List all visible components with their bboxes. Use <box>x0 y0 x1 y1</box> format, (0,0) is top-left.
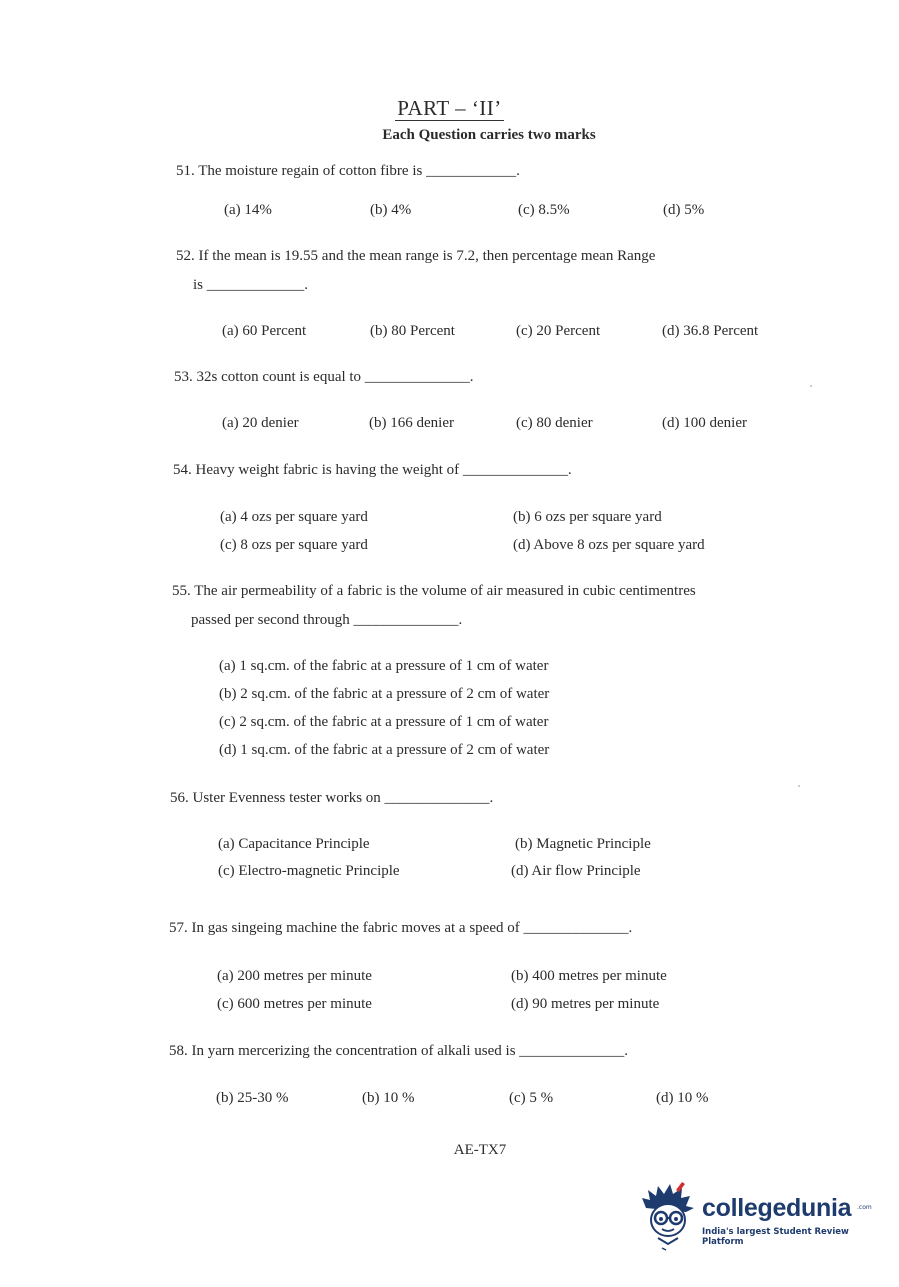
q58-option-c: (c) 5 % <box>509 1090 554 1106</box>
q56-option-b: (b) Magnetic Principle <box>515 836 651 852</box>
q57-option-a: (a) 200 metres per minute <box>217 968 372 984</box>
q53-option-c: (c) 80 denier <box>516 415 593 431</box>
q57-option-c: (c) 600 metres per minute <box>217 996 372 1012</box>
marks-subtitle: Each Question carries two marks <box>382 127 596 143</box>
q54-option-d: (d) Above 8 ozs per square yard <box>513 537 705 553</box>
logo-suffix: .com <box>857 1204 872 1211</box>
question-54: 54. Heavy weight fabric is having the weight of ______________. <box>173 462 572 478</box>
q52-option-c: (c) 20 Percent <box>516 323 601 339</box>
q57-option-b: (b) 400 metres per minute <box>511 968 667 984</box>
question-57: 57. In gas singeing machine the fabric moves at a speed of ______________. <box>169 920 633 936</box>
part-title: PART – ‘II’ <box>397 96 502 120</box>
q51-option-c: (c) 8.5% <box>518 202 570 218</box>
q55-option-c: (c) 2 sq.cm. of the fabric at a pressure of 1 cm of water <box>219 714 549 730</box>
question-51: 51. The moisture regain of cotton fibre is ____________. <box>176 163 520 179</box>
scan-speck <box>798 785 800 787</box>
question-55: 55. The air permeability of a fabric is the volume of air measured in cubic centimentres <box>172 583 696 599</box>
q53-option-d: (d) 100 denier <box>662 415 747 431</box>
question-52-cont: is _____________. <box>193 277 309 293</box>
mascot-icon <box>640 1178 700 1258</box>
q58-option-d: (d) 10 % <box>656 1090 709 1106</box>
q53-option-b: (b) 166 denier <box>369 415 454 431</box>
q51-option-b: (b) 4% <box>370 202 412 218</box>
question-53: 53. 32s cotton count is equal to ______________. <box>174 369 474 385</box>
q57-option-d: (d) 90 metres per minute <box>511 996 660 1012</box>
q52-option-d: (d) 36.8 Percent <box>662 323 759 339</box>
collegedunia-logo <box>640 1178 880 1258</box>
question-56: 56. Uster Evenness tester works on ______________. <box>170 790 494 806</box>
q54-option-c: (c) 8 ozs per square yard <box>220 537 368 553</box>
q56-option-a: (a) Capacitance Principle <box>218 836 370 852</box>
q55-option-b: (b) 2 sq.cm. of the fabric at a pressure of 2 cm of water <box>219 686 550 702</box>
paper-code: AE-TX7 <box>453 1142 507 1158</box>
q53-option-a: (a) 20 denier <box>222 415 299 431</box>
q52-option-a: (a) 60 Percent <box>222 323 307 339</box>
q56-option-d: (d) Air flow Principle <box>511 863 641 879</box>
logo-brand: collegedunia <box>702 1194 852 1222</box>
q51-option-a: (a) 14% <box>224 202 272 218</box>
q55-option-a: (a) 1 sq.cm. of the fabric at a pressure of 1 cm of water <box>219 658 549 674</box>
q58-option-a: (b) 25-30 % <box>216 1090 289 1106</box>
q54-option-a: (a) 4 ozs per square yard <box>220 509 368 525</box>
question-58: 58. In yarn mercerizing the concentration of alkali used is ______________. <box>169 1043 629 1059</box>
q52-option-b: (b) 80 Percent <box>370 323 455 339</box>
question-52: 52. If the mean is 19.55 and the mean range is 7.2, then percentage mean Range <box>176 248 656 264</box>
q58-option-b: (b) 10 % <box>362 1090 415 1106</box>
question-55-cont: passed per second through ______________. <box>191 612 463 628</box>
q55-option-d: (d) 1 sq.cm. of the fabric at a pressure of 2 cm of water <box>219 742 550 758</box>
q56-option-c: (c) Electro-magnetic Principle <box>218 863 400 879</box>
q51-option-d: (d) 5% <box>663 202 705 218</box>
q54-option-b: (b) 6 ozs per square yard <box>513 509 662 525</box>
logo-tagline: India's largest Student Review Platform <box>702 1227 849 1247</box>
scan-speck <box>810 385 812 387</box>
